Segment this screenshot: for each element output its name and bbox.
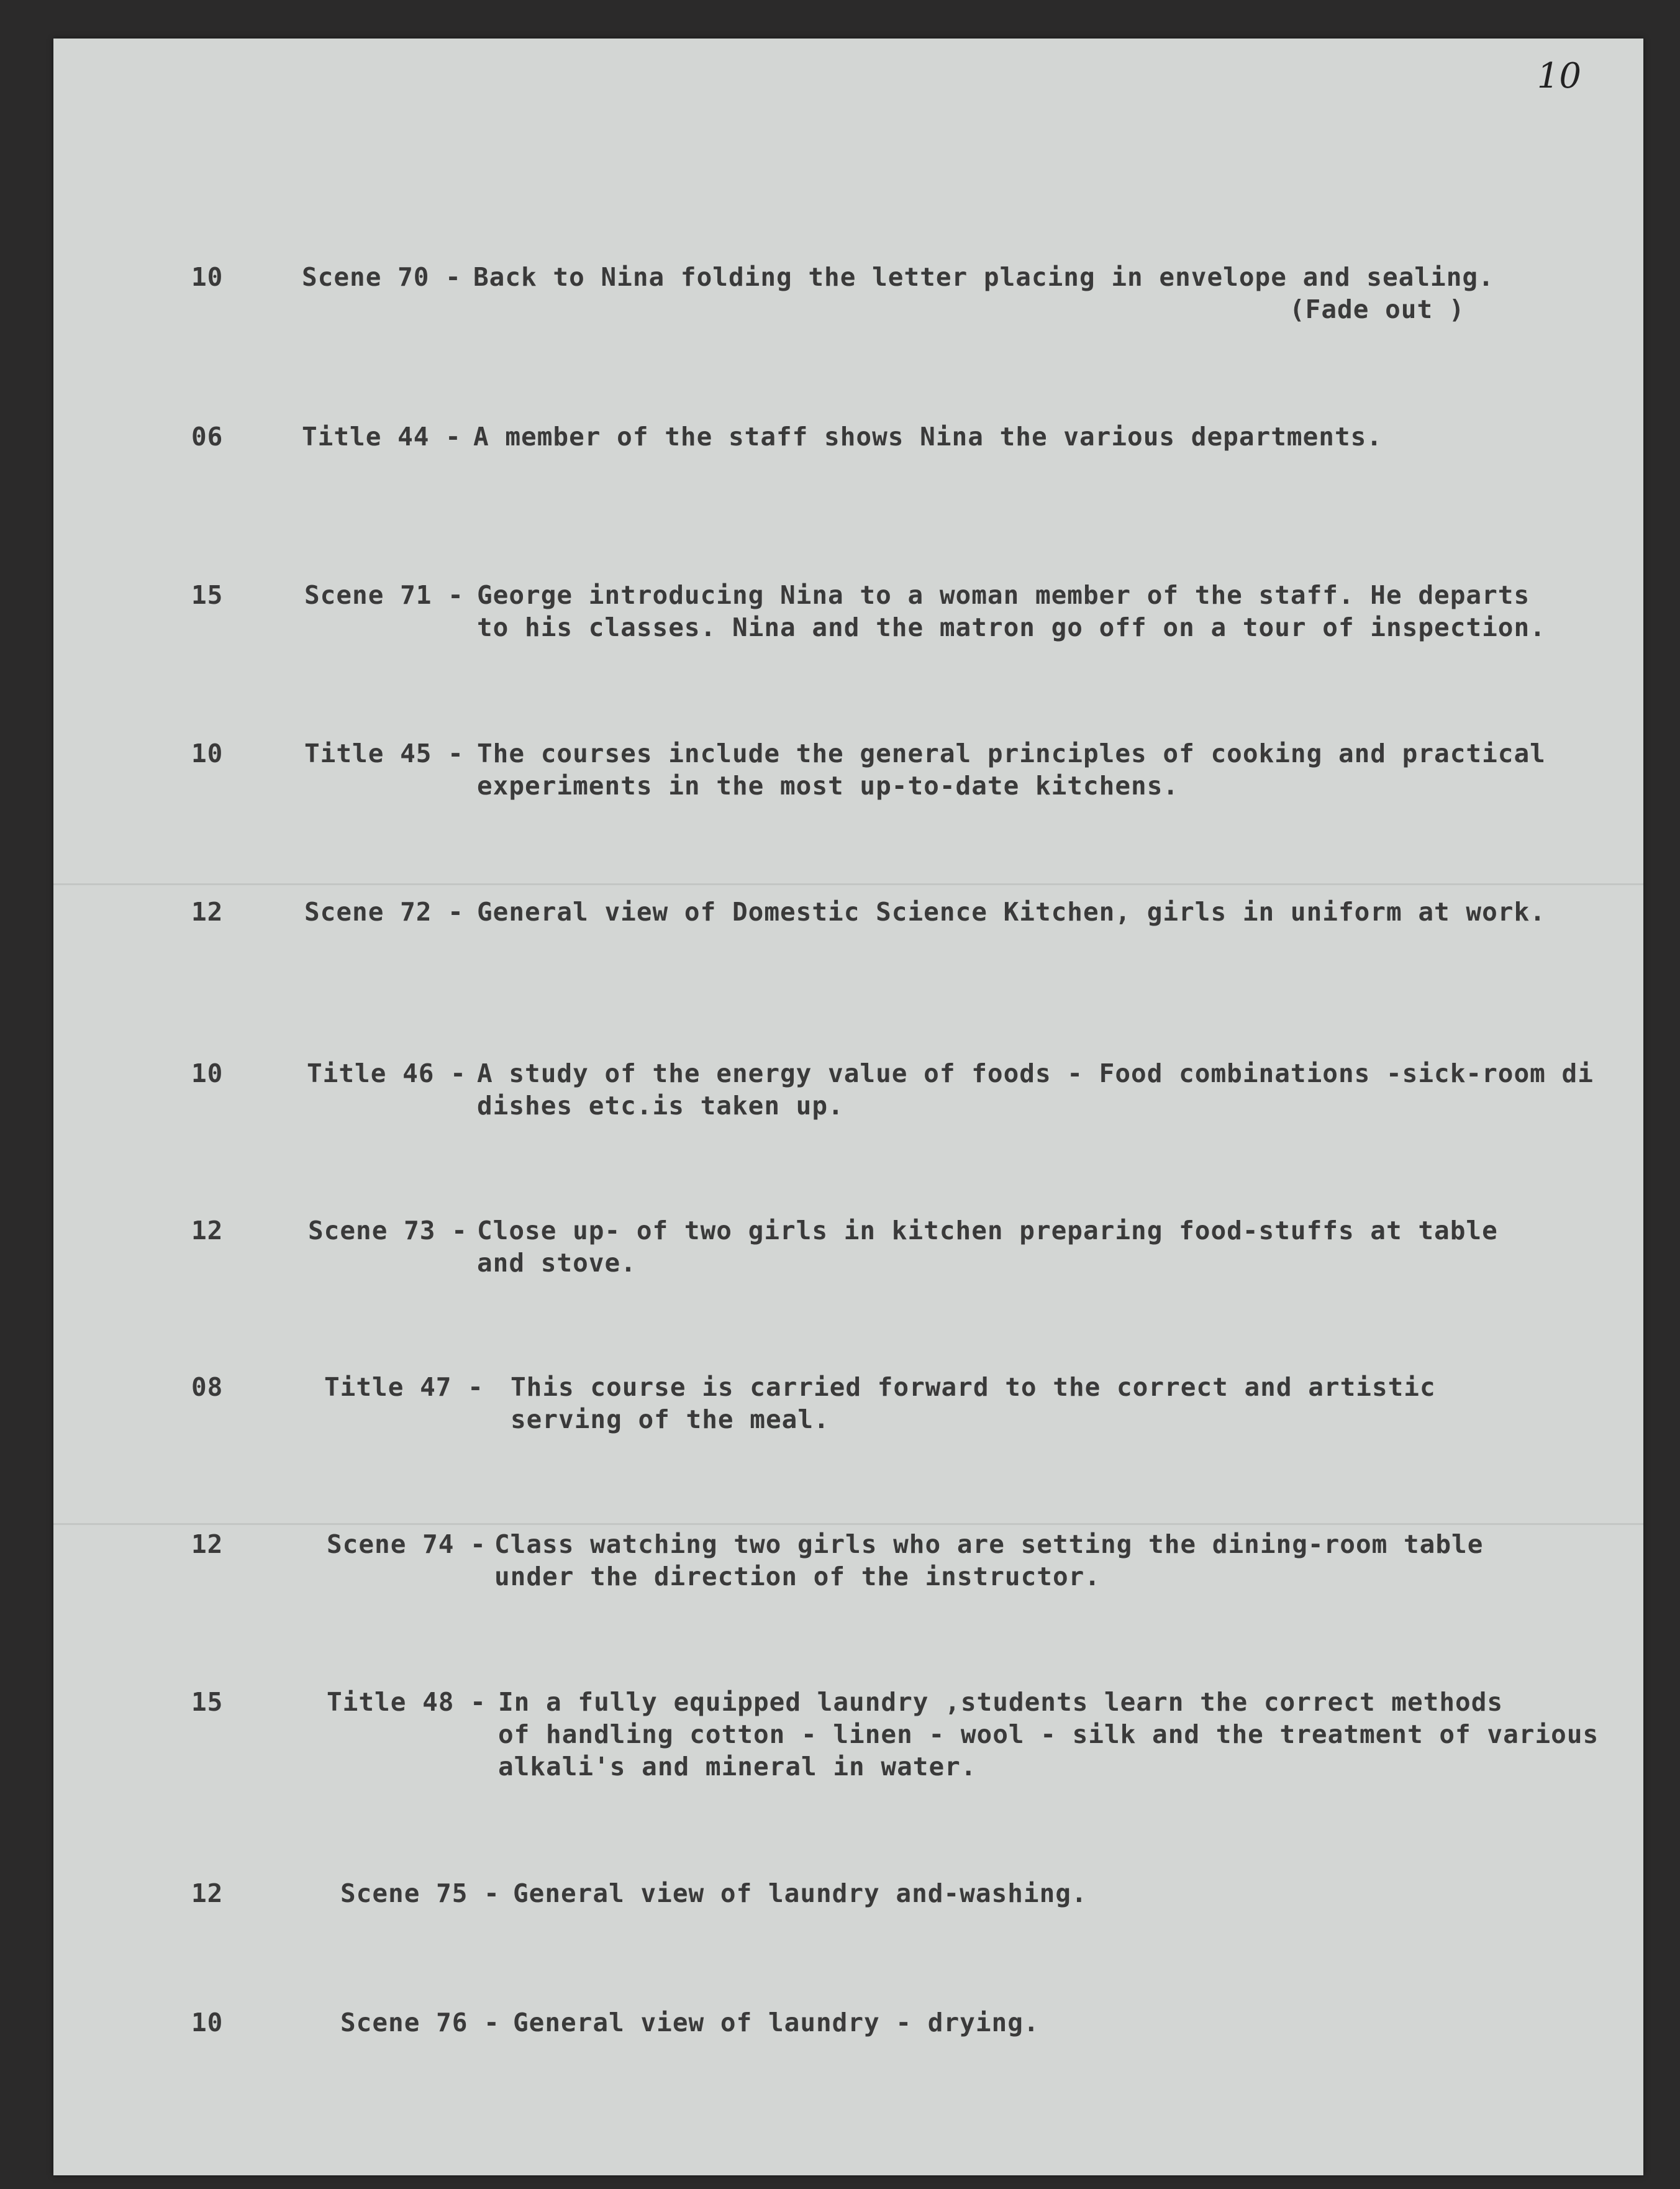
entry-text: George introducing Nina to a woman member of the staff. He departs to his classes. Nina and the matron go off on a tour of inspection. bbox=[477, 580, 1546, 642]
entry-duration: 15 bbox=[191, 580, 224, 610]
entry-text: Close up- of two girls in kitchen preparing food-stuffs at table and stove. bbox=[477, 1216, 1498, 1278]
entry-duration: 10 bbox=[191, 739, 224, 768]
entry-label: Title 44 - bbox=[302, 422, 461, 452]
entry-label: Title 48 - bbox=[327, 1687, 486, 1717]
entry-text: Back to Nina folding the letter placing in envelope and sealing. bbox=[473, 262, 1494, 292]
entry-label: Scene 72 - bbox=[304, 897, 464, 927]
entry-duration: 15 bbox=[191, 1687, 224, 1717]
entry-duration: 10 bbox=[191, 262, 224, 292]
entry-duration: 08 bbox=[191, 1372, 224, 1402]
entry-label: Scene 70 - bbox=[302, 262, 461, 292]
page-number: 10 bbox=[1537, 56, 1581, 96]
entry-label: Title 45 - bbox=[304, 739, 464, 768]
entry-duration: 06 bbox=[191, 422, 224, 452]
entry-note: (Fade out ) bbox=[1289, 294, 1465, 324]
entry-text: In a fully equipped laundry ,students learn the correct methods of handling cotton - linen - wool - silk and the treatment of various alkali's and mineral in water. bbox=[498, 1687, 1599, 1782]
entry-text: General view of Domestic Science Kitchen, girls in uniform at work. bbox=[477, 897, 1546, 927]
entry-label: Title 47 - bbox=[324, 1372, 484, 1402]
entry-label: Scene 73 - bbox=[308, 1216, 468, 1245]
entry-text: General view of laundry and-washing. bbox=[513, 1878, 1087, 1908]
entry-label: Scene 74 - bbox=[327, 1529, 486, 1559]
entry-text: Class watching two girls who are setting the dining-room table under the direction of the instructor. bbox=[494, 1529, 1484, 1591]
entry-label: Scene 76 - bbox=[340, 2008, 500, 2037]
entry-duration: 12 bbox=[191, 1529, 224, 1559]
document-page bbox=[53, 39, 1643, 2175]
entry-duration: 10 bbox=[191, 1058, 224, 1088]
entry-duration: 10 bbox=[191, 2008, 224, 2037]
entry-text: General view of laundry - drying. bbox=[513, 2008, 1040, 2037]
entry-duration: 12 bbox=[191, 1216, 224, 1245]
paper-fold bbox=[53, 883, 1643, 885]
entry-duration: 12 bbox=[191, 1878, 224, 1908]
entry-label: Scene 71 - bbox=[304, 580, 464, 610]
entry-text: A member of the staff shows Nina the various departments. bbox=[473, 422, 1383, 452]
entry-text: A study of the energy value of foods - Food combinations -sick-room di dishes etc.is taken up. bbox=[477, 1058, 1594, 1121]
entry-duration: 12 bbox=[191, 897, 224, 927]
entry-text: This course is carried forward to the correct and artistic serving of the meal. bbox=[511, 1372, 1436, 1434]
entry-label: Title 46 - bbox=[307, 1058, 466, 1088]
entry-text: The courses include the general principles of cooking and practical experiments in the most up-to-date kitchens. bbox=[477, 739, 1546, 801]
paper-fold bbox=[53, 1523, 1643, 1525]
entry-label: Scene 75 - bbox=[340, 1878, 500, 1908]
